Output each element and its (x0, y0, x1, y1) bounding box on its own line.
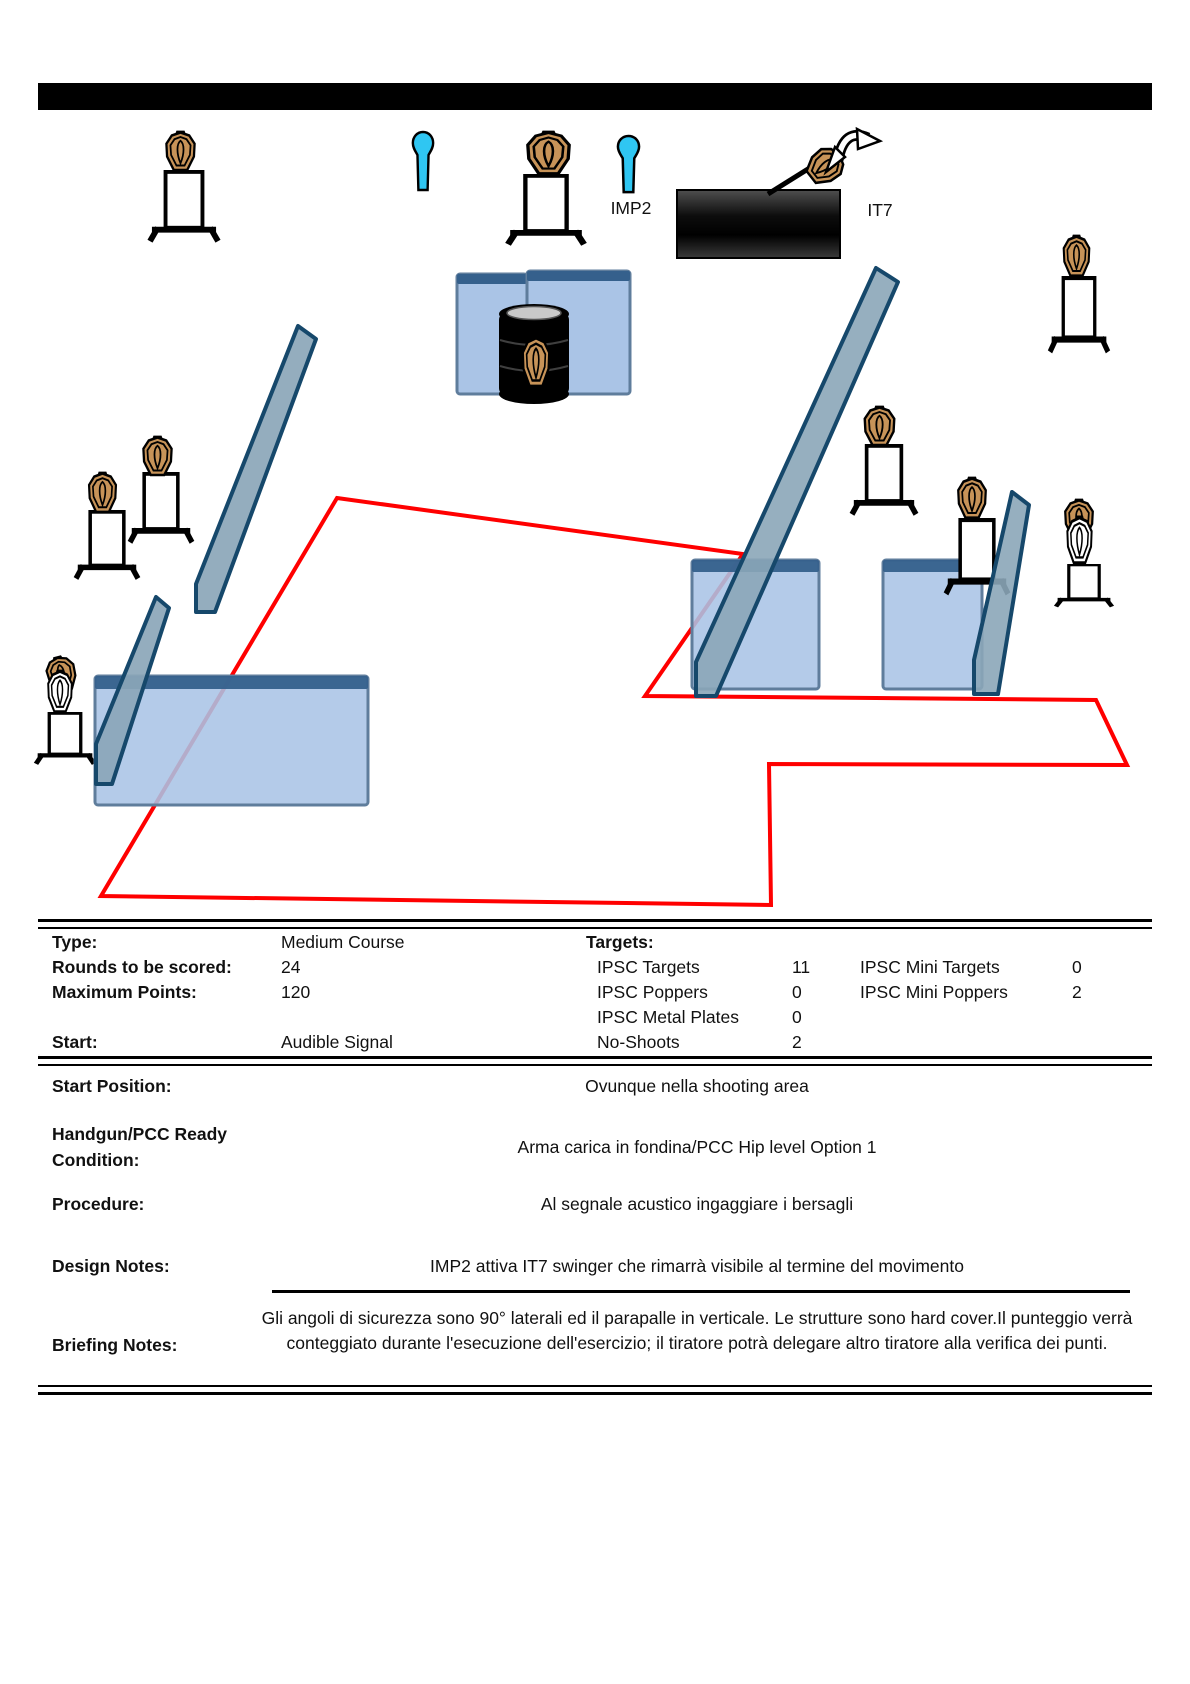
target-row-count2: 2 (1072, 982, 1082, 1002)
ipsc-target (130, 437, 192, 543)
target-row-name2: IPSC Mini Targets (860, 957, 1000, 977)
target-row-count: 0 (792, 982, 802, 1002)
rounds-value: 24 (281, 957, 301, 977)
mini-popper-icon (618, 136, 639, 192)
table-bottom-divider (38, 1385, 1152, 1395)
target-row-count: 0 (792, 1007, 802, 1027)
target-row-name: No-Shoots (597, 1032, 680, 1052)
swinger-label-it7: IT7 (867, 200, 893, 220)
table-top-divider (38, 919, 1152, 929)
no-shoot-target-icon (36, 654, 94, 764)
design-notes-label: Design Notes: (52, 1256, 170, 1276)
start-position-value: Ovunque nella shooting area (585, 1076, 809, 1096)
type-value: Medium Course (281, 932, 405, 952)
table-mid-divider (38, 1056, 1152, 1066)
popper-label-imp2: IMP2 (610, 198, 652, 218)
briefing-notes-value: Gli angoli di sicurezza sono 90° laterali ed il parapalle in verticale. Le strutture sono hard cover.Il punteggio verrà conteggiato durante l'esecuzione dell'esercizio; il tiratore potrà delegare altro tiratore alla verifica dei punti. (261, 1308, 1133, 1354)
ready-condition-value: Arma carica in fondina/PCC Hip level Option 1 (517, 1137, 877, 1157)
design-notes-value: IMP2 attiva IT7 swinger che rimarrà visibile al termine del movimento (430, 1256, 964, 1276)
rounds-label: Rounds to be scored: (52, 957, 232, 977)
ipsc-target (852, 407, 916, 515)
type-label: Type: (52, 932, 98, 952)
ipsc-target-icon (523, 337, 549, 386)
target-row-name: IPSC Metal Plates (597, 1007, 739, 1027)
start-value: Audible Signal (281, 1032, 393, 1052)
mini-popper-icon (413, 132, 433, 190)
procedure-label: Procedure: (52, 1194, 145, 1214)
target-row-count: 2 (792, 1032, 802, 1052)
wall-strip-upper-left (196, 326, 316, 612)
procedure-value: Al segnale acustico ingaggiare i bersagli (540, 1194, 854, 1214)
ipsc-target (1050, 236, 1108, 352)
target-row-count: 11 (792, 957, 811, 977)
start-position-label: Start Position: (52, 1076, 172, 1096)
targets-header: Targets: (586, 932, 654, 952)
target-row-name: IPSC Targets (597, 957, 700, 977)
target-row-name: IPSC Poppers (597, 982, 708, 1002)
ready-condition-label-1: Handgun/PCC Ready (52, 1124, 228, 1144)
target-row-name2: IPSC Mini Poppers (860, 982, 1008, 1002)
target-row-count2: 0 (1072, 957, 1082, 977)
briefing-divider (272, 1290, 1130, 1293)
ready-condition-label-2: Condition: (52, 1150, 140, 1170)
max-points-value: 120 (281, 982, 311, 1002)
start-label: Start: (52, 1032, 98, 1052)
no-shoot-target-icon (1056, 500, 1112, 607)
briefing-notes-label: Briefing Notes: (52, 1335, 178, 1355)
ipsc-target (508, 132, 584, 244)
swing-arrow-icon (826, 129, 880, 172)
ipsc-target (150, 132, 218, 241)
ipsc-target (76, 473, 138, 579)
max-points-label: Maximum Points: (52, 982, 197, 1002)
swinger-unit (677, 129, 880, 258)
